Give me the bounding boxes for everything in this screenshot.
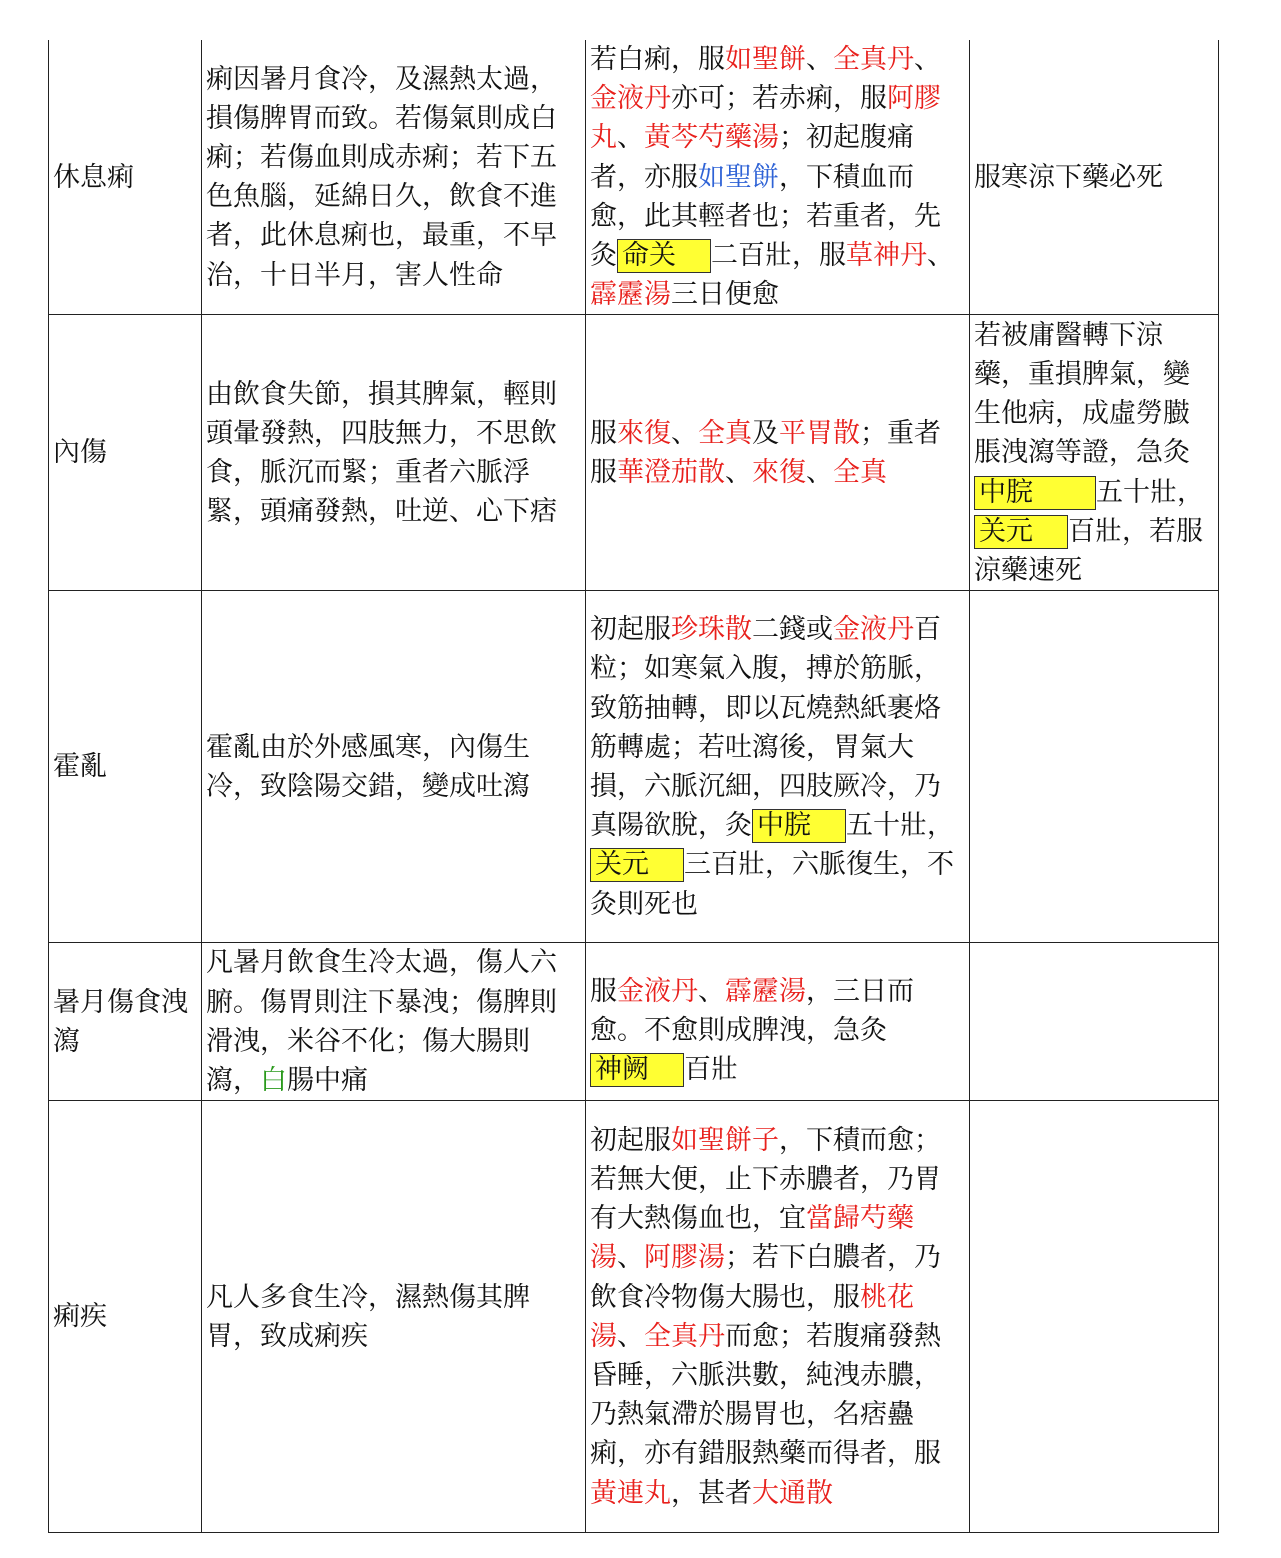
- remedy: 桃花湯: [590, 1281, 914, 1352]
- remedy: 霹靂湯: [590, 279, 671, 311]
- disease-name: 內傷: [49, 315, 202, 591]
- text: 百粒；如寒氣入腹，搏於筋脈，致筋抽轉，即以瓦燒熱紙裹烙筋轉處；若吐瀉後，胃氣大損，六脈沉細，四肢厥冷，乃真陽欲脫，灸: [590, 614, 941, 842]
- remedy: 阿膠丸: [590, 83, 941, 154]
- remedy: 阿膠湯: [644, 1242, 725, 1274]
- cause-cell: 由飲食失節，損其脾氣，輕則頭暈發熱，四肢無力，不思飲食，脈沉而緊；重者六脈浮緊，頭痛發熱，吐逆、心下痞: [202, 315, 586, 591]
- text: 服: [590, 976, 617, 1008]
- acupoint-highlight: 命关: [617, 239, 711, 273]
- table-row: [49, 315, 1219, 591]
- text: 、: [617, 1242, 644, 1274]
- text: 五十壯，: [1096, 476, 1204, 508]
- text: 凡暑月飲食生冷太過，傷人六腑。傷胃則注下暴洩；傷脾則滑洩，米谷不化；傷大腸則瀉，: [206, 947, 557, 1097]
- text: 二百壯，服: [711, 240, 846, 272]
- treatment-cell: [586, 1101, 970, 1533]
- disease-name: 暑月傷食洩瀉: [49, 943, 202, 1101]
- text: ，三日而愈。不愈則成脾洩，急灸: [590, 976, 914, 1047]
- text: 若被庸醫轉下涼藥，重損脾氣，變生他病，成虛勞臌脹洩瀉等證，急灸: [974, 319, 1190, 469]
- text: 、: [617, 1320, 644, 1352]
- cause-cell: 霍亂由於外感風寒，內傷生冷，致陰陽交錯，變成吐瀉: [202, 591, 586, 943]
- text: 腸中痛: [287, 1065, 368, 1097]
- text: 三百壯，六脈復生，不灸則死也: [590, 849, 954, 920]
- remedy: 來復: [752, 456, 806, 488]
- text: 服: [590, 417, 617, 449]
- treatment-cell: [586, 591, 970, 943]
- cause-cell: 痢因暑月食冷，及濕熱太過，損傷脾胃而致。若傷氣則成白痢；若傷血則成赤痢；若下五色魚腦，延綿日久，飲食不進者，此休息痢也，最重，不早治，十日半月，害人性命: [202, 40, 586, 315]
- remedy: 珍珠散: [671, 614, 752, 646]
- remedy: 如聖餅子: [671, 1124, 779, 1156]
- table-row: [49, 1101, 1219, 1533]
- remedy: 金液丹: [617, 976, 698, 1008]
- text: 若白痢，服: [590, 44, 725, 75]
- treatment-cell: [586, 943, 970, 1101]
- text: 、: [617, 122, 644, 154]
- table-row: [49, 40, 1219, 315]
- remedy: 如聖餅: [725, 44, 806, 75]
- table-row: [49, 591, 1219, 943]
- note-cell: 服寒涼下藥必死: [970, 40, 1219, 315]
- disease-table: [48, 40, 1219, 1533]
- disease-name: 休息痢: [49, 40, 202, 315]
- text: 、: [914, 44, 941, 75]
- text: ，甚者: [671, 1477, 752, 1509]
- remedy: 全真: [698, 417, 752, 449]
- remedy: 金液丹: [833, 614, 914, 646]
- note-cell: [970, 591, 1219, 943]
- remedy: 大通散: [752, 1477, 833, 1509]
- table-row: [49, 943, 1219, 1101]
- text: 百壯: [684, 1054, 738, 1086]
- remedy: 黃芩芍藥湯: [644, 122, 779, 154]
- acupoint-highlight: 中脘: [974, 476, 1096, 510]
- acupoint-highlight: 神阙: [590, 1053, 684, 1087]
- cause-cell: 凡人多食生冷，濕熱傷其脾胃，致成痢疾: [202, 1101, 586, 1533]
- remedy: 平胃散: [779, 417, 860, 449]
- disease-name: 霍亂: [49, 591, 202, 943]
- text: 、: [671, 417, 698, 449]
- note-cell: [970, 1101, 1219, 1533]
- text: ；重者服: [590, 417, 941, 488]
- remedy: 全真丹: [644, 1320, 725, 1352]
- text: ；初起腹痛者，亦服: [590, 122, 914, 193]
- acupoint-highlight: 关元: [590, 848, 684, 882]
- text: ，下積血而愈，此其輕者也；若重者，先灸: [590, 161, 941, 272]
- text: 五十壯，: [846, 810, 954, 842]
- remedy: 金液丹: [590, 83, 671, 115]
- text: 百壯，若服涼藥速死: [974, 515, 1203, 586]
- remedy: 華澄茄散: [617, 456, 725, 488]
- green-text: 白: [260, 1065, 287, 1097]
- text: 及: [752, 417, 779, 449]
- text: 初起服: [590, 614, 671, 646]
- text: 、: [725, 456, 752, 488]
- text: 亦可；若赤痢，服: [671, 83, 887, 115]
- remedy: 當歸芍藥湯: [590, 1203, 914, 1274]
- text: 、: [698, 976, 725, 1008]
- treatment-cell: [586, 315, 970, 591]
- text: 初起服: [590, 1124, 671, 1156]
- text: 、: [806, 456, 833, 488]
- text: ，下積而愈；若無大便，止下赤膿者，乃胃有大熱傷血也，宜: [590, 1124, 941, 1235]
- treatment-cell: [586, 40, 970, 315]
- text: 二錢或: [752, 614, 833, 646]
- remedy: 來復: [617, 417, 671, 449]
- note-cell: [970, 315, 1219, 591]
- remedy: 如聖餅: [698, 161, 779, 193]
- acupoint-highlight: 关元: [974, 515, 1068, 549]
- disease-name: 痢疾: [49, 1101, 202, 1533]
- text: 、: [927, 240, 954, 272]
- text: ；若下白膿者，乃飲食冷物傷大腸也，服: [590, 1242, 941, 1313]
- cause-cell: [202, 943, 586, 1101]
- text: 而愈；若腹痛發熱昏睡，六脈洪數，純洩赤膿，乃熱氣滯於腸胃也，名痞蠱痢，亦有錯服熱藥而得者，服: [590, 1320, 941, 1470]
- remedy: 草神丹: [846, 240, 927, 272]
- acupoint-highlight: 中脘: [752, 809, 846, 843]
- remedy: 全真丹: [833, 44, 914, 75]
- note-cell: [970, 943, 1219, 1101]
- remedy: 全真: [833, 456, 887, 488]
- text: 三日便愈: [671, 279, 779, 311]
- text: 、: [806, 44, 833, 75]
- remedy: 霹靂湯: [725, 976, 806, 1008]
- remedy: 黃連丸: [590, 1477, 671, 1509]
